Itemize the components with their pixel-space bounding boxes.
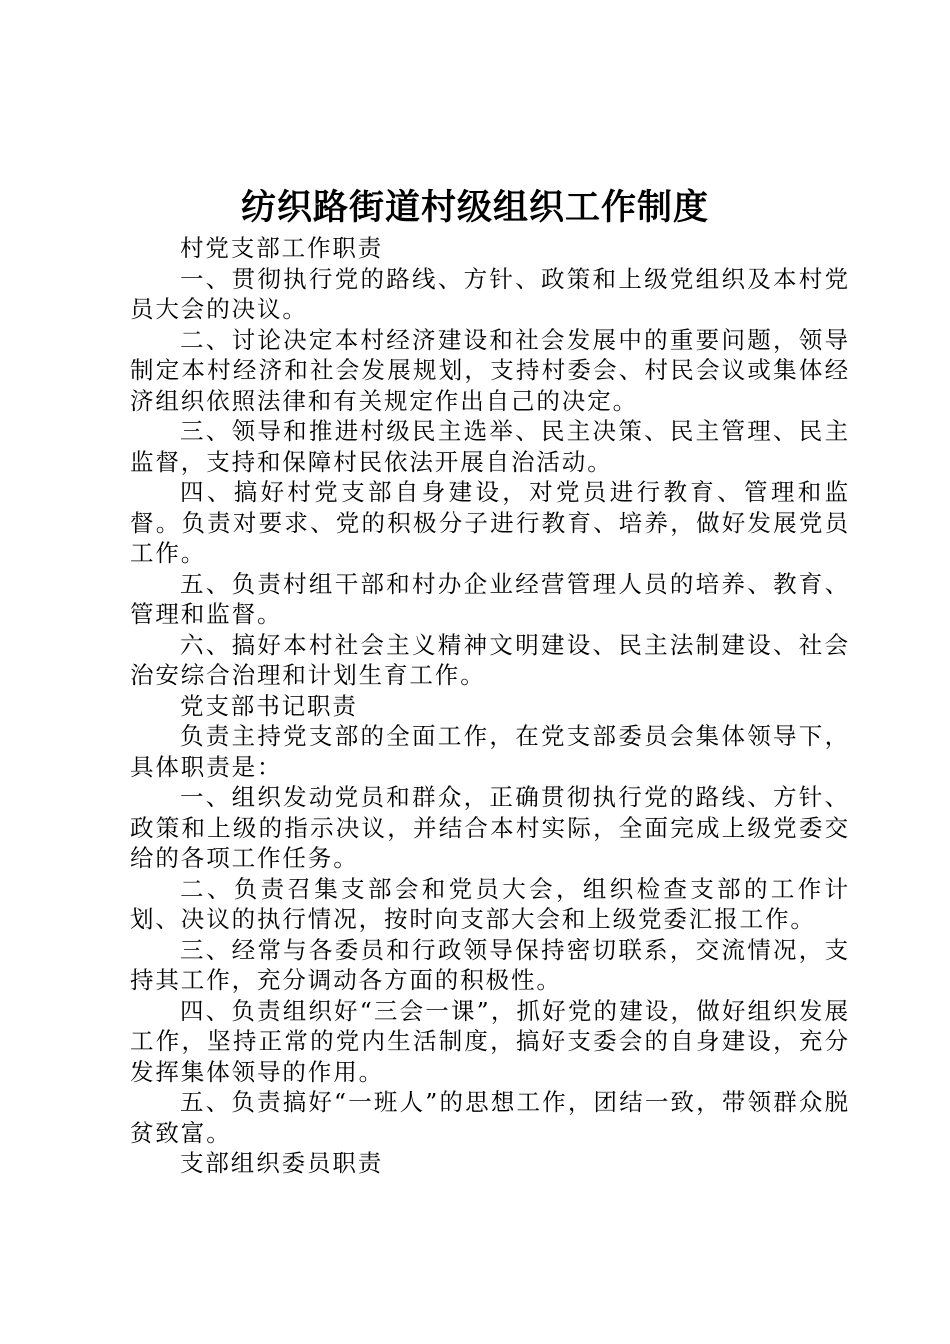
section-heading-branch-duties: 村党支部工作职责 [180, 234, 384, 262]
paragraph: 六、搞好本村社会主义精神文明建设、民主法制建设、社会治安综合治理和计划生育工作。 [130, 630, 850, 689]
section-heading-secretary-duties: 党支部书记职责 [180, 691, 358, 720]
paragraph: 二、讨论决定本村经济建设和社会发展中的重要问题，领导制定本村经济和社会发展规划，支持村委会、村民会议或集体经济组织依照法律和有关规定作出自己的决定。 [130, 325, 850, 415]
document-title: 纺织路街道村级组织工作制度 [240, 187, 709, 228]
paragraph: 一、组织发动党员和群众，正确贯彻执行党的路线、方针、政策和上级的指示决议，并结合本村实际，全面完成上级党委交给的各项工作任务。 [130, 783, 850, 872]
paragraph: 四、搞好村党支部自身建设，对党员进行教育、管理和监督。负责对要求、党的积极分子进行教育、培养，做好发展党员工作。 [130, 478, 850, 567]
paragraph: 四、负责组织好“三会一课”，抓好党的建设，做好组织发展工作，坚持正常的党内生活制度，搞好支委会的自身建设，充分发挥集体领导的作用。 [130, 996, 850, 1086]
paragraph: 一、贯彻执行党的路线、方针、政策和上级党组织及本村党员大会的决议。 [130, 264, 850, 323]
section-heading-organization-member-duties: 支部组织委员职责 [180, 1149, 384, 1177]
document-body [130, 233, 850, 1179]
paragraph: 三、领导和推进村级民主选举、民主决策、民主管理、民主监督，支持和保障村民依法开展自治活动。 [130, 417, 850, 476]
paragraph: 二、负责召集支部会和党员大会，组织检查支部的工作计划、决议的执行情况，按时向支部大会和上级党委汇报工作。 [130, 874, 850, 933]
paragraph: 五、负责村组干部和村办企业经营管理人员的培养、教育、管理和监督。 [130, 569, 850, 628]
paragraph: 负责主持党支部的全面工作，在党支部委员会集体领导下，具体职责是： [130, 722, 850, 781]
paragraph: 五、负责搞好“一班人”的思想工作，团结一致，带领群众脱贫致富。 [130, 1088, 850, 1147]
paragraph: 三、经常与各委员和行政领导保持密切联系，交流情况，支持其工作，充分调动各方面的积极性。 [130, 935, 850, 994]
